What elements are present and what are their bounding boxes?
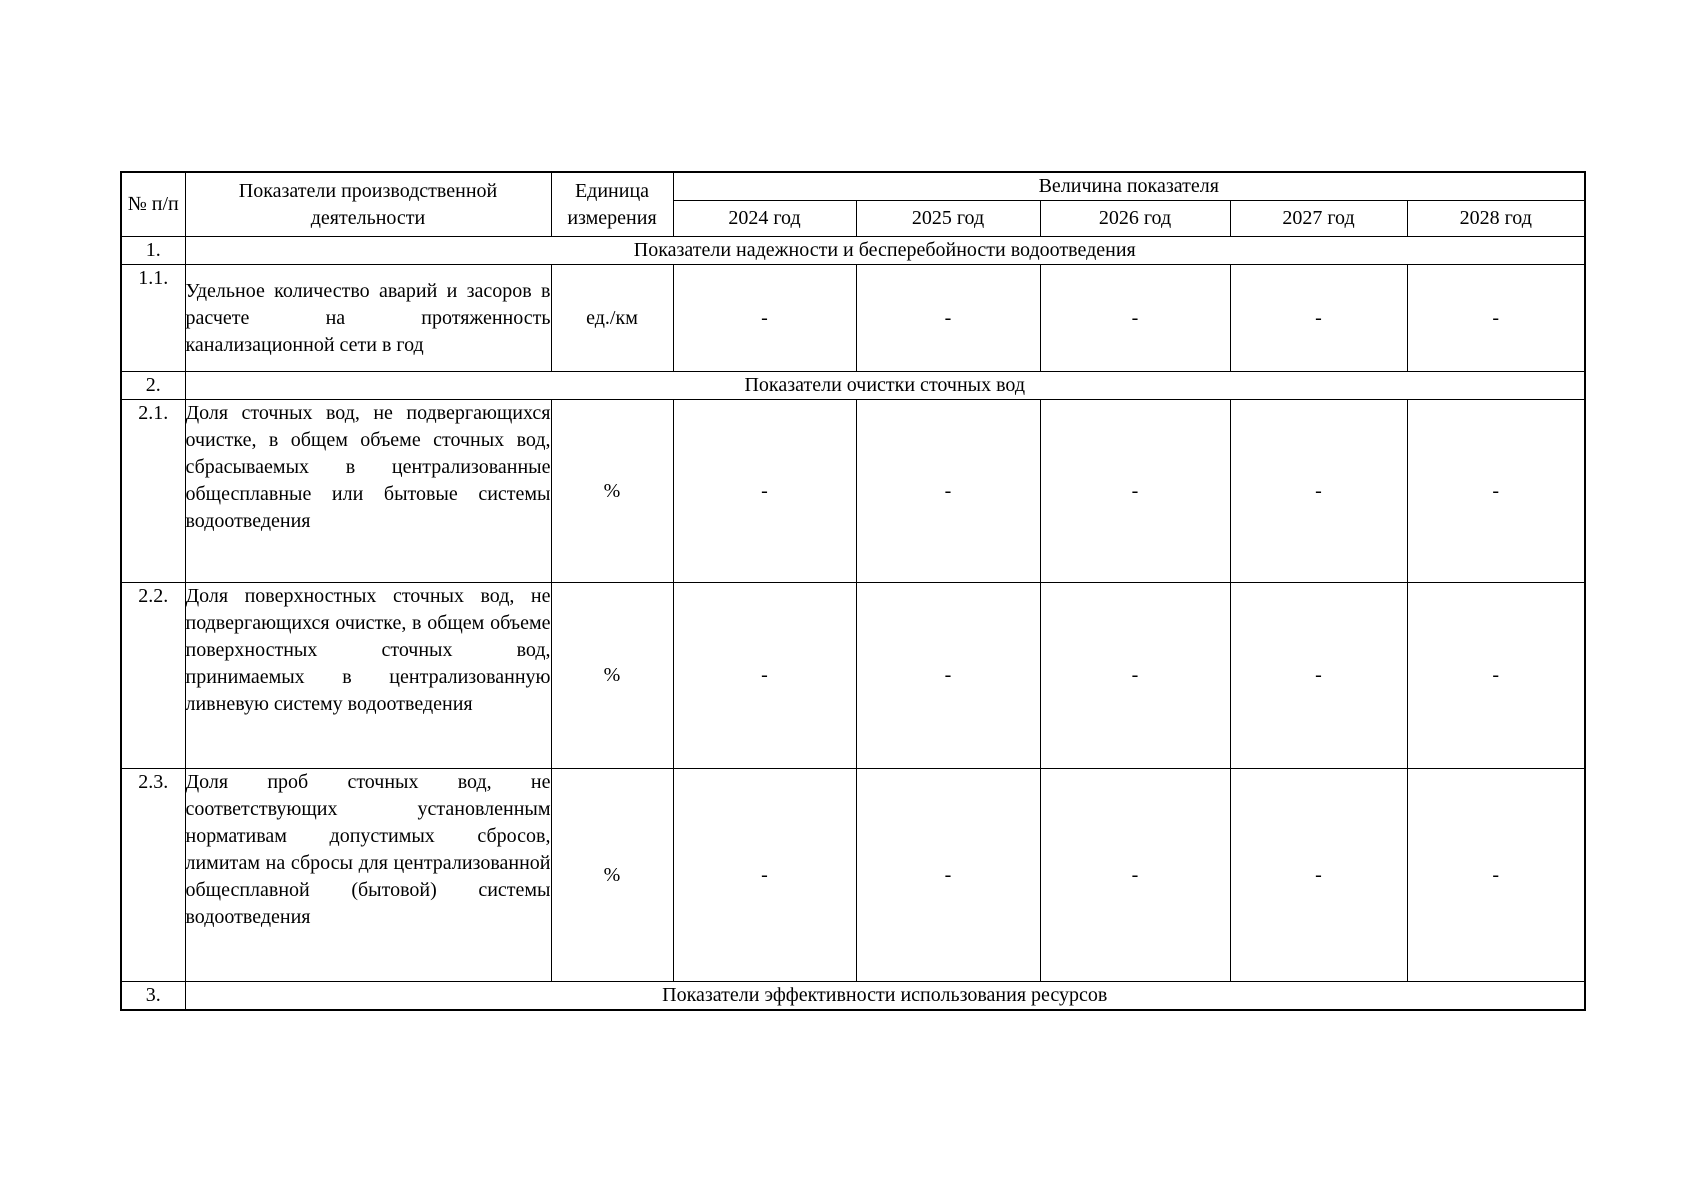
header-value-group: Величина показателя [673, 172, 1585, 201]
header-year: 2028 год [1407, 201, 1585, 237]
row-value: - [1040, 400, 1230, 583]
indicators-table [120, 171, 1586, 1011]
row-value: - [1040, 769, 1230, 982]
row-num: 2.1. [121, 400, 185, 583]
row-value: - [1407, 400, 1585, 583]
row-value: - [856, 265, 1040, 372]
row-value: - [673, 769, 856, 982]
row-indicator-name: Доля сточных вод, не подвергающихся очистке, в общем объеме сточных вод, сбрасываемых в централизованные общесплавные или бытовые системы водоотведения [185, 400, 551, 583]
row-unit: % [551, 400, 673, 583]
section-row [121, 237, 1585, 265]
table-row [121, 583, 1585, 769]
table-row [121, 400, 1585, 583]
section-num: 3. [121, 982, 185, 1011]
section-title: Показатели надежности и бесперебойности водоотведения [185, 237, 1585, 265]
row-value: - [1230, 769, 1407, 982]
row-indicator-name: Доля проб сточных вод, не соответствующих установленным нормативам допустимых сбросов, лимитам на сбросы для централизованной общесплавной (бытовой) системы водоотведения [185, 769, 551, 982]
section-num: 1. [121, 237, 185, 265]
document-page [120, 171, 1584, 1011]
row-value: - [1040, 265, 1230, 372]
row-value: - [1230, 400, 1407, 583]
table-row [121, 769, 1585, 982]
row-unit: ед./км [551, 265, 673, 372]
row-value: - [856, 769, 1040, 982]
row-num: 2.2. [121, 583, 185, 769]
row-indicator-name: Удельное количество аварий и засоров в расчете на протяженность канализационной сети в год [185, 265, 551, 372]
section-title: Показатели эффективности использования ресурсов [185, 982, 1585, 1011]
row-unit: % [551, 583, 673, 769]
table-row [121, 265, 1585, 372]
header-year: 2026 год [1040, 201, 1230, 237]
row-value: - [1230, 583, 1407, 769]
section-row [121, 982, 1585, 1011]
row-unit: % [551, 769, 673, 982]
row-value: - [856, 583, 1040, 769]
row-value: - [1407, 769, 1585, 982]
row-value: - [1040, 583, 1230, 769]
header-year: 2025 год [856, 201, 1040, 237]
row-value: - [1230, 265, 1407, 372]
section-row [121, 372, 1585, 400]
header-year: 2027 год [1230, 201, 1407, 237]
header-indicator: Показатели производственной деятельности [185, 172, 551, 237]
section-num: 2. [121, 372, 185, 400]
row-value: - [673, 583, 856, 769]
section-title: Показатели очистки сточных вод [185, 372, 1585, 400]
row-value: - [856, 400, 1040, 583]
header-num: № п/п [121, 172, 185, 237]
row-num: 2.3. [121, 769, 185, 982]
header-unit: Единица измерения [551, 172, 673, 237]
row-value: - [1407, 265, 1585, 372]
row-value: - [673, 265, 856, 372]
row-value: - [673, 400, 856, 583]
header-year: 2024 год [673, 201, 856, 237]
row-value: - [1407, 583, 1585, 769]
row-indicator-name: Доля поверхностных сточных вод, не подвергающихся очистке, в общем объеме поверхностных сточных вод, принимаемых в централизованную ливневую систему водоотведения [185, 583, 551, 769]
row-num: 1.1. [121, 265, 185, 372]
header-row [121, 172, 1585, 201]
